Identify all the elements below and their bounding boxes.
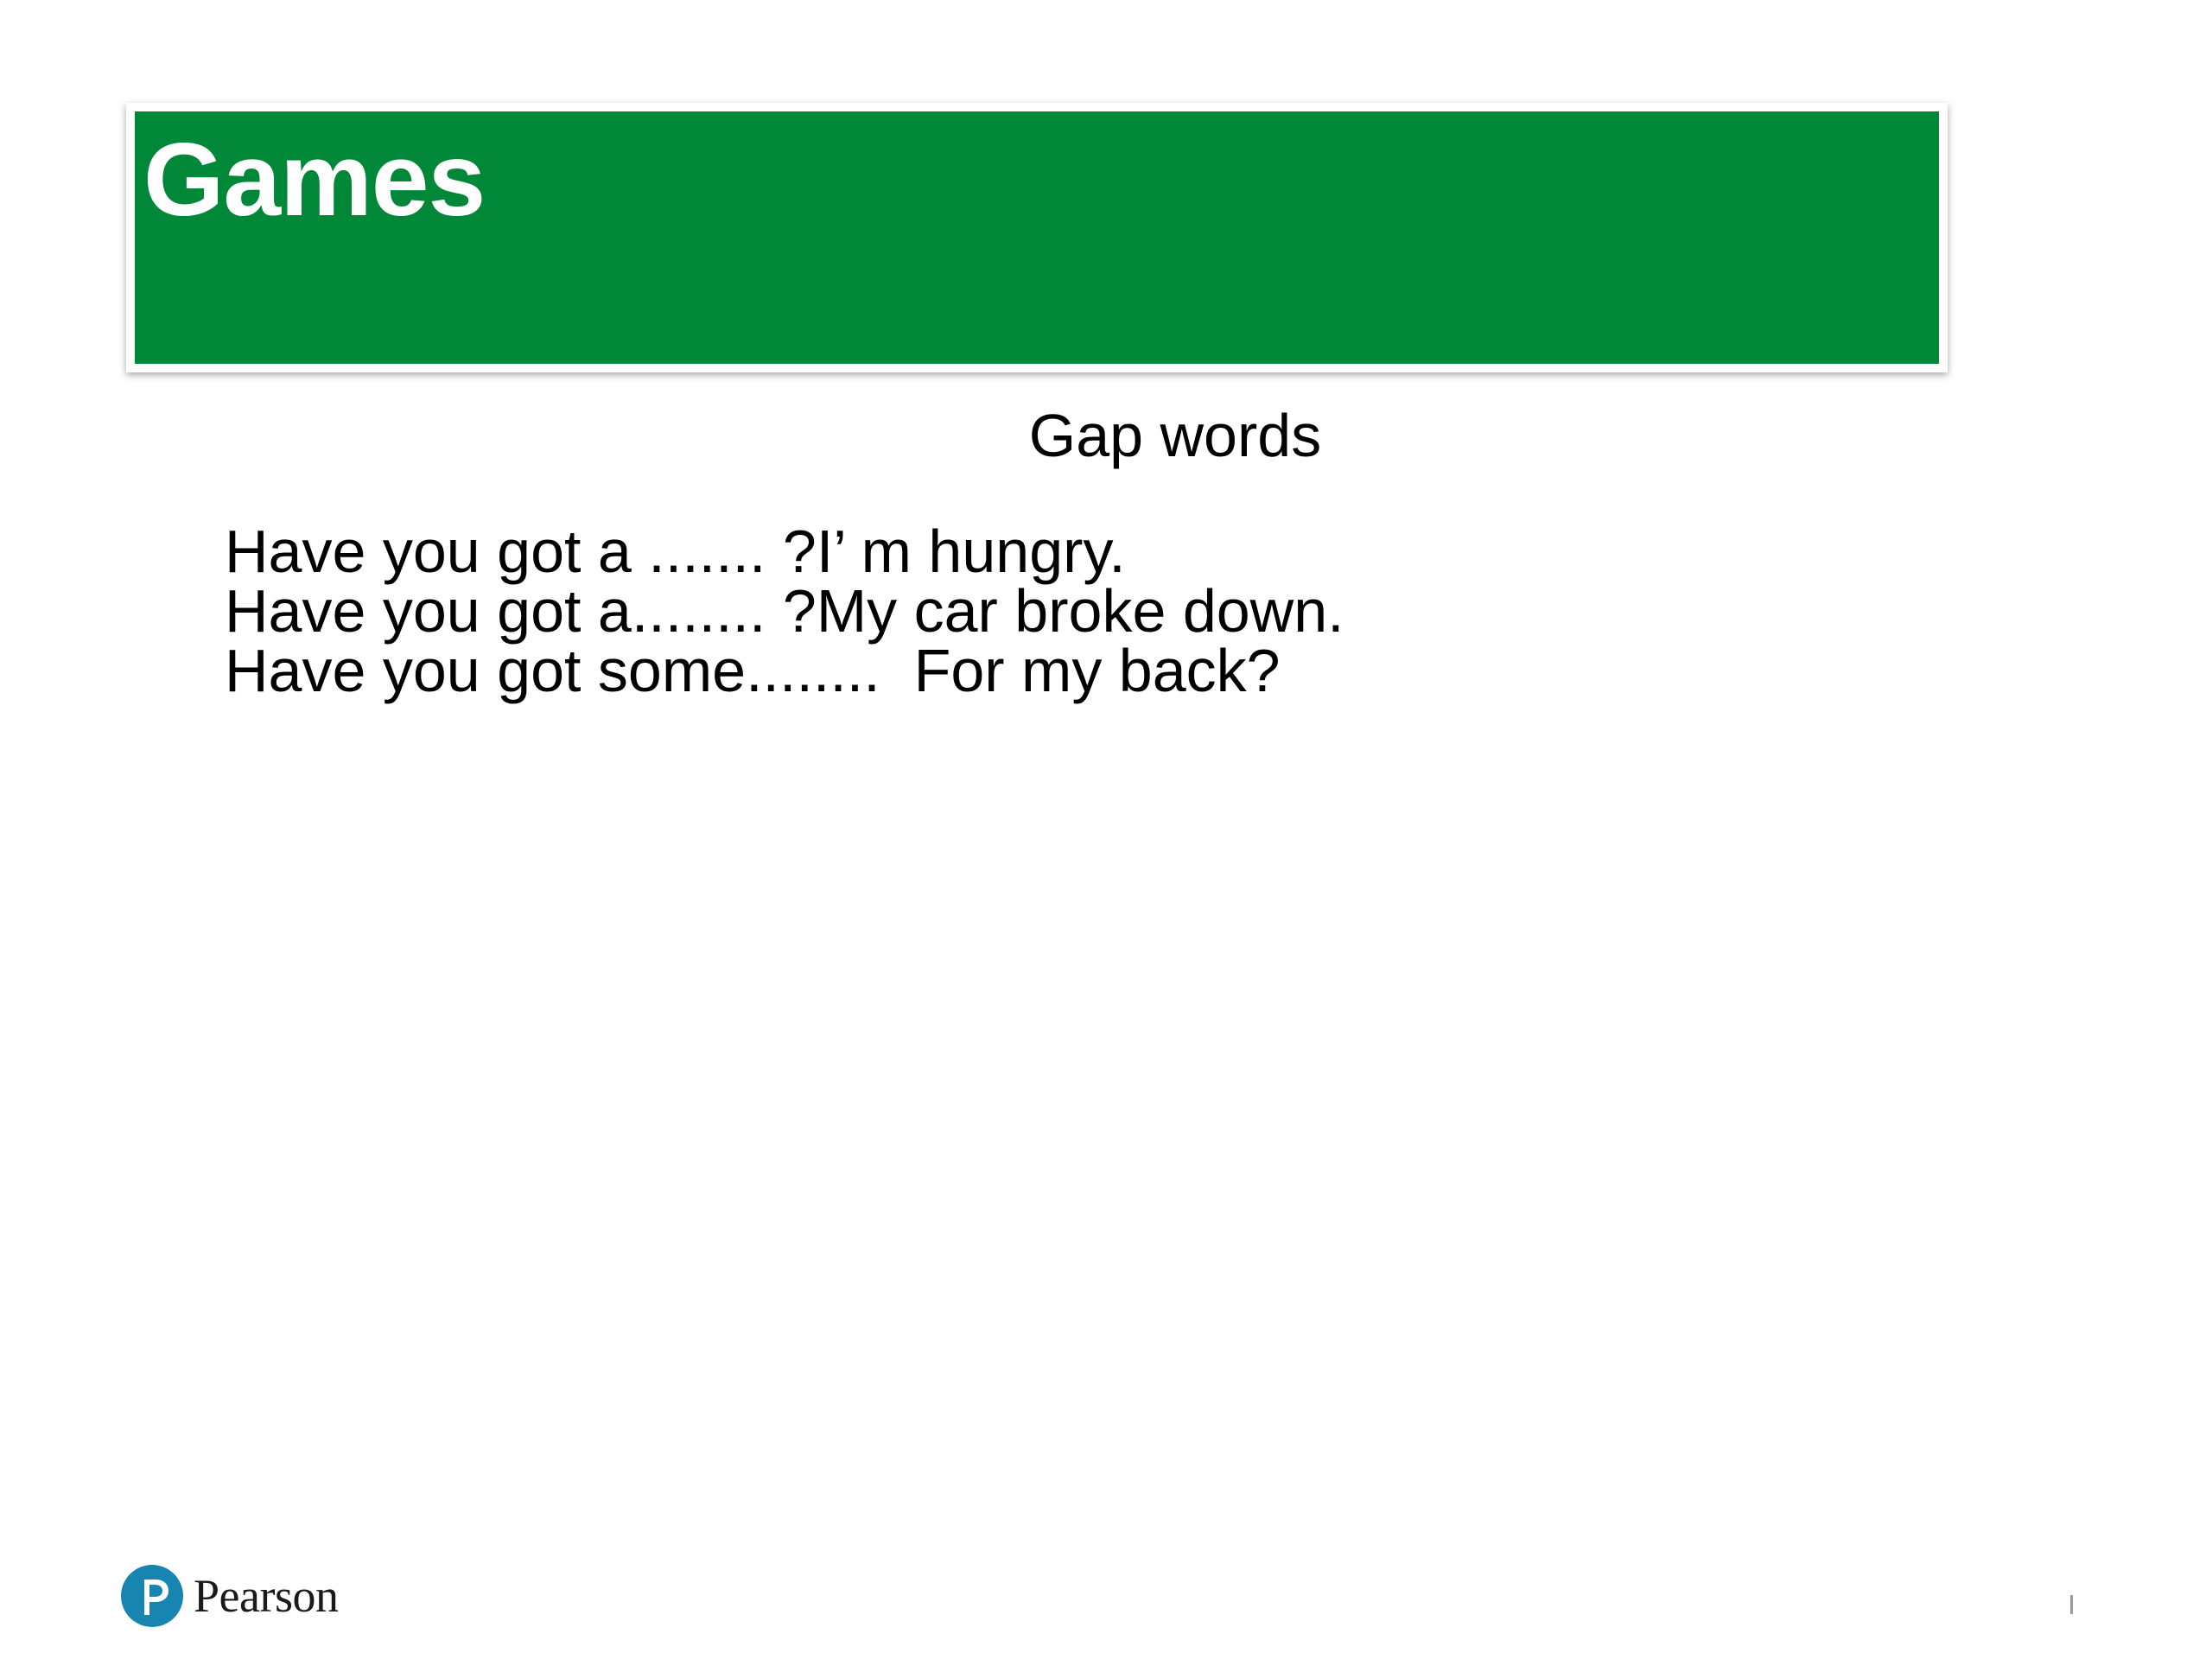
gap-sentence: Have you got a ....... ?I’ m hungry. — [225, 518, 1126, 585]
slide-title: Games — [143, 122, 486, 238]
page-number-marker — [2070, 1595, 2073, 1614]
slide-subtitle: Gap words — [1028, 402, 1322, 469]
pearson-logo — [121, 1560, 338, 1631]
pearson-wordmark: Pearson — [194, 1570, 339, 1622]
pearson-p-icon — [121, 1565, 183, 1627]
gap-sentence: Have you got a........ ?My car broke down. — [225, 577, 1344, 645]
title-bar — [126, 103, 1948, 372]
gap-sentence: Have you got some........ For my back? — [225, 637, 1281, 704]
gap-sentences-list — [225, 518, 1344, 704]
